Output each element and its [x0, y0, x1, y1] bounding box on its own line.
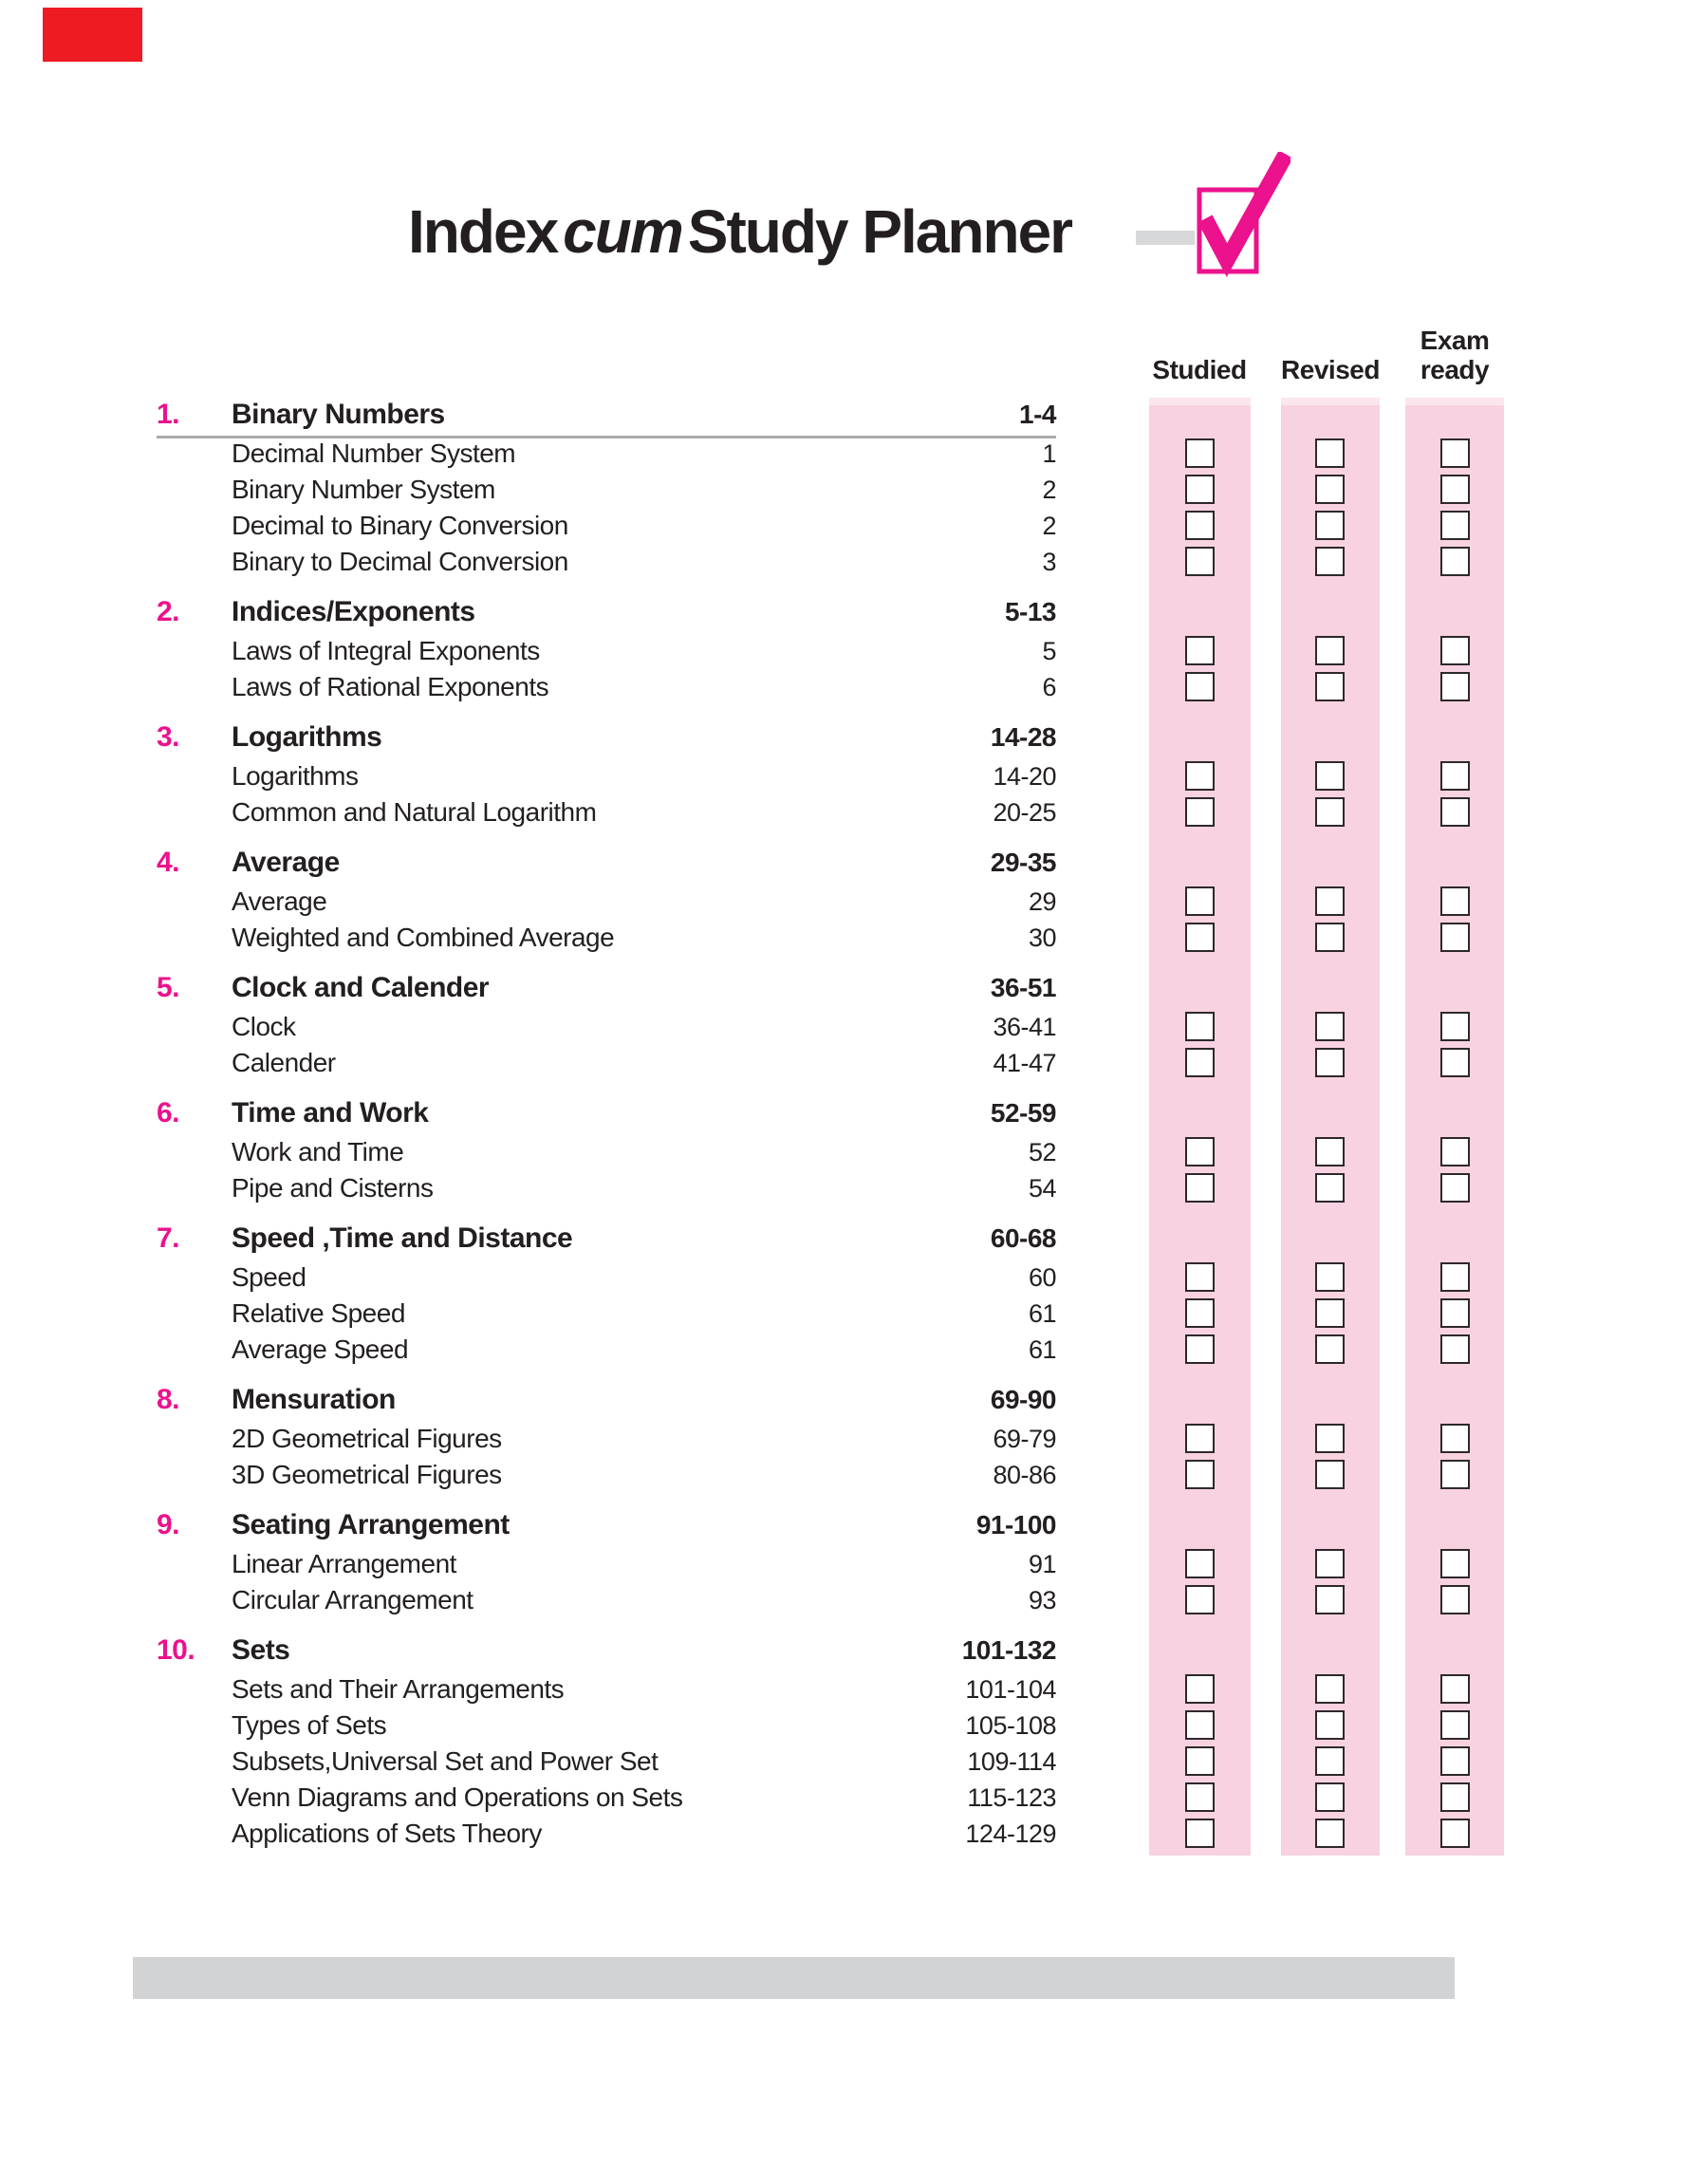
topic-page-range: 109-114	[967, 1746, 1056, 1776]
exam-ready-checkbox[interactable]	[1440, 1012, 1470, 1041]
topic-text	[157, 758, 1056, 794]
exam-ready-checkbox[interactable]	[1440, 1424, 1470, 1453]
topic-row	[157, 544, 1513, 580]
topic-row	[157, 1134, 1513, 1170]
topic-title: 2D Geometrical Figures	[232, 1424, 502, 1453]
revised-checkbox[interactable]	[1315, 672, 1345, 701]
revised-checkbox[interactable]	[1315, 797, 1345, 827]
topic-text	[157, 1582, 1056, 1618]
page-title	[408, 186, 1071, 277]
topic-title: Pipe and Cisterns	[232, 1173, 434, 1203]
studied-checkbox[interactable]	[1185, 1298, 1215, 1328]
topic-title: Laws of Rational Exponents	[232, 672, 549, 701]
checkmark-icon	[1186, 152, 1290, 277]
topic-row	[157, 1744, 1513, 1780]
exam-ready-checkbox[interactable]	[1440, 511, 1470, 540]
chapter-heading-text	[157, 967, 1056, 1009]
studied-checkbox[interactable]	[1185, 1710, 1215, 1740]
topic-row	[157, 669, 1513, 705]
topic-text	[157, 1045, 1056, 1081]
exam-ready-checkbox[interactable]	[1440, 797, 1470, 827]
topic-title: Work and Time	[232, 1137, 404, 1166]
chapter-page-range: 91-100	[975, 1510, 1056, 1539]
studied-checkbox[interactable]	[1185, 1137, 1215, 1166]
revised-checkbox[interactable]	[1315, 636, 1345, 665]
chapter-page-range: 5-13	[1004, 597, 1056, 626]
revised-checkbox[interactable]	[1315, 1585, 1345, 1614]
chapter-heading-text	[157, 717, 1056, 758]
topic-text	[157, 1421, 1056, 1457]
revised-checkbox[interactable]	[1315, 1460, 1345, 1489]
topic-page-range: 105-108	[965, 1710, 1056, 1740]
chapter-heading-text	[157, 1504, 1056, 1546]
chapter-page-range: 1-4	[1019, 400, 1056, 429]
exam-ready-checkbox[interactable]	[1440, 1549, 1470, 1578]
topic-page-range: 3	[1042, 547, 1056, 576]
topic-text	[157, 1671, 1056, 1707]
topic-row	[157, 472, 1513, 508]
topic-text	[157, 1744, 1056, 1780]
exam-ready-checkbox[interactable]	[1440, 547, 1470, 576]
topic-page-range: 61	[1028, 1298, 1056, 1328]
chapter-number: 7.	[157, 1222, 180, 1254]
topic-title: Types of Sets	[232, 1710, 387, 1740]
exam-ready-checkbox[interactable]	[1440, 438, 1470, 468]
column-header-studied: Studied	[1152, 355, 1247, 384]
topic-text	[157, 1816, 1056, 1852]
topic-row	[157, 920, 1513, 956]
topic-page-range: 41-47	[993, 1048, 1056, 1077]
topic-row	[157, 633, 1513, 669]
topic-title: Average Speed	[232, 1334, 409, 1364]
revised-checkbox[interactable]	[1315, 475, 1345, 504]
studied-checkbox[interactable]	[1185, 1048, 1215, 1077]
topic-title: Linear Arrangement	[232, 1549, 456, 1578]
topic-page-range: 115-123	[967, 1782, 1056, 1812]
chapter-number: 1.	[157, 399, 180, 430]
chapter-heading-row	[157, 1504, 1513, 1546]
studied-checkbox[interactable]	[1185, 438, 1215, 468]
topic-page-range: 20-25	[993, 797, 1056, 827]
chapter-number: 5.	[157, 972, 180, 1003]
index-list	[157, 394, 1513, 1852]
chapter-title: Logarithms	[232, 721, 382, 753]
topic-title: Calender	[232, 1048, 336, 1077]
topic-row	[157, 1582, 1513, 1618]
topic-text	[157, 633, 1056, 669]
topic-title: Decimal Number System	[232, 438, 516, 468]
topic-text	[157, 1457, 1056, 1493]
chapter-number: 6.	[157, 1097, 180, 1129]
revised-checkbox[interactable]	[1315, 923, 1345, 952]
topic-row	[157, 1421, 1513, 1457]
exam-ready-checkbox[interactable]	[1440, 636, 1470, 665]
topic-row	[157, 1780, 1513, 1816]
chapter-title: Binary Numbers	[232, 399, 445, 430]
chapter-number: 3.	[157, 721, 180, 753]
topic-row	[157, 758, 1513, 794]
studied-checkbox[interactable]	[1185, 1819, 1215, 1848]
topic-row	[157, 794, 1513, 830]
topic-row	[157, 1259, 1513, 1296]
studied-checkbox[interactable]	[1185, 1746, 1215, 1776]
revised-checkbox[interactable]	[1315, 1298, 1345, 1328]
topic-text	[157, 1009, 1056, 1045]
exam-ready-checkbox[interactable]	[1440, 1334, 1470, 1364]
topic-row	[157, 1671, 1513, 1707]
studied-checkbox[interactable]	[1185, 547, 1215, 576]
topic-row	[157, 1332, 1513, 1368]
chapter-heading-row	[157, 1630, 1513, 1671]
studied-checkbox[interactable]	[1185, 1173, 1215, 1203]
topic-title: Applications of Sets Theory	[232, 1819, 542, 1848]
topic-text	[157, 1296, 1056, 1332]
topic-title: Subsets,Universal Set and Power Set	[232, 1746, 659, 1776]
studied-checkbox[interactable]	[1185, 1460, 1215, 1489]
chapter-heading-row	[157, 842, 1513, 884]
chapter-heading-text	[157, 1218, 1056, 1259]
revised-checkbox[interactable]	[1315, 1137, 1345, 1166]
chapter-heading-row	[157, 717, 1513, 758]
chapter-title: Seating Arrangement	[232, 1509, 510, 1540]
revised-checkbox[interactable]	[1315, 1710, 1345, 1740]
topic-row	[157, 1707, 1513, 1744]
chapter-page-range: 14-28	[990, 722, 1056, 752]
exam-ready-checkbox[interactable]	[1440, 1298, 1470, 1328]
topic-page-range: 80-86	[993, 1460, 1056, 1489]
topic-title: Average	[232, 886, 327, 916]
chapter-title: Speed ,Time and Distance	[232, 1222, 573, 1254]
exam-ready-checkbox[interactable]	[1440, 1710, 1470, 1740]
revised-checkbox[interactable]	[1315, 1424, 1345, 1453]
topic-page-range: 14-20	[993, 761, 1056, 791]
studied-checkbox[interactable]	[1185, 1585, 1215, 1614]
topic-text	[157, 794, 1056, 830]
topic-title: Circular Arrangement	[232, 1585, 473, 1614]
topic-title: Logarithms	[232, 761, 359, 791]
title-part-cum: cum	[563, 197, 682, 266]
revised-checkbox[interactable]	[1315, 1012, 1345, 1041]
topic-text	[157, 669, 1056, 705]
topic-page-range: 30	[1028, 923, 1056, 952]
chapter-title: Mensuration	[232, 1384, 396, 1415]
topic-text	[157, 544, 1056, 580]
topic-text	[157, 1780, 1056, 1816]
exam-ready-checkbox[interactable]	[1440, 1137, 1470, 1166]
exam-ready-checkbox[interactable]	[1440, 1782, 1470, 1812]
topic-page-range: 61	[1028, 1334, 1056, 1364]
revised-checkbox[interactable]	[1315, 886, 1345, 916]
studied-checkbox[interactable]	[1185, 923, 1215, 952]
chapter-heading-row	[157, 1379, 1513, 1421]
topic-title: Sets and Their Arrangements	[232, 1674, 565, 1704]
chapter-number: 9.	[157, 1509, 180, 1540]
topic-page-range: 54	[1028, 1173, 1056, 1203]
revised-checkbox[interactable]	[1315, 438, 1345, 468]
revised-checkbox[interactable]	[1315, 1674, 1345, 1704]
topic-page-range: 93	[1028, 1585, 1056, 1614]
footer-bar	[133, 1957, 1455, 1999]
exam-ready-checkbox[interactable]	[1440, 1173, 1470, 1203]
topic-text	[157, 1134, 1056, 1170]
revised-checkbox[interactable]	[1315, 511, 1345, 540]
studied-checkbox[interactable]	[1185, 672, 1215, 701]
topic-text	[157, 472, 1056, 508]
topic-title: Weighted and Combined Average	[232, 923, 615, 952]
chapter-heading-row	[157, 967, 1513, 1009]
studied-checkbox[interactable]	[1185, 1262, 1215, 1292]
exam-ready-checkbox[interactable]	[1440, 475, 1470, 504]
topic-title: Speed	[232, 1262, 306, 1292]
column-header-exam-ready: Exam ready	[1420, 326, 1490, 384]
topic-title: Binary Number System	[232, 475, 495, 504]
topic-text	[157, 1259, 1056, 1296]
topic-page-range: 5	[1042, 636, 1056, 665]
topic-text	[157, 920, 1056, 956]
chapter-title: Time and Work	[232, 1097, 429, 1129]
topic-page-range: 52	[1028, 1137, 1056, 1166]
chapter-heading-text	[157, 591, 1056, 633]
studied-checkbox[interactable]	[1185, 636, 1215, 665]
topic-row	[157, 1816, 1513, 1852]
exam-ready-checkbox[interactable]	[1440, 672, 1470, 701]
topic-row	[157, 1170, 1513, 1206]
revised-checkbox[interactable]	[1315, 1782, 1345, 1812]
studied-checkbox[interactable]	[1185, 1549, 1215, 1578]
topic-row	[157, 884, 1513, 920]
topic-page-range: 6	[1042, 672, 1056, 701]
title-part-study-planner: Study Planner	[687, 197, 1072, 266]
studied-checkbox[interactable]	[1185, 1674, 1215, 1704]
studied-checkbox[interactable]	[1185, 475, 1215, 504]
chapter-page-range: 60-68	[990, 1223, 1056, 1253]
studied-checkbox[interactable]	[1185, 886, 1215, 916]
topic-page-range: 2	[1042, 511, 1056, 540]
revised-checkbox[interactable]	[1315, 1173, 1345, 1203]
column-header-revised: Revised	[1281, 355, 1380, 384]
topic-text	[157, 884, 1056, 920]
exam-ready-checkbox[interactable]	[1440, 1819, 1470, 1848]
topic-page-range: 69-79	[993, 1424, 1056, 1453]
chapter-title: Sets	[232, 1634, 290, 1666]
topic-page-range: 91	[1028, 1549, 1056, 1578]
topic-title: Relative Speed	[232, 1298, 405, 1328]
studied-checkbox[interactable]	[1185, 511, 1215, 540]
chapter-heading-text	[157, 1379, 1056, 1421]
topic-title: Binary to Decimal Conversion	[232, 547, 568, 576]
topic-text	[157, 1546, 1056, 1582]
topic-row	[157, 508, 1513, 544]
exam-ready-checkbox[interactable]	[1440, 1262, 1470, 1292]
chapter-number: 10.	[157, 1634, 195, 1666]
chapter-page-range: 69-90	[990, 1385, 1056, 1414]
topic-text	[157, 1707, 1056, 1744]
topic-text	[157, 436, 1056, 472]
chapter-number: 8.	[157, 1384, 180, 1415]
chapter-heading-row	[157, 591, 1513, 633]
topic-title: Venn Diagrams and Operations on Sets	[232, 1782, 683, 1812]
topic-title: Clock	[232, 1012, 296, 1041]
topic-page-range: 124-129	[965, 1819, 1056, 1848]
chapter-page-range: 52-59	[990, 1098, 1056, 1128]
studied-checkbox[interactable]	[1185, 1782, 1215, 1812]
chapter-page-range: 101-132	[961, 1635, 1056, 1665]
chapter-heading-text	[157, 394, 1056, 438]
topic-page-range: 60	[1028, 1262, 1056, 1292]
chapter-number: 4.	[157, 847, 180, 878]
exam-ready-checkbox[interactable]	[1440, 761, 1470, 791]
topic-row	[157, 1296, 1513, 1332]
revised-checkbox[interactable]	[1315, 1334, 1345, 1364]
chapter-title: Clock and Calender	[232, 972, 490, 1003]
topic-title: 3D Geometrical Figures	[232, 1460, 502, 1489]
title-block	[408, 186, 1071, 281]
corner-red-mark	[43, 8, 142, 62]
studied-checkbox[interactable]	[1185, 1012, 1215, 1041]
exam-ready-checkbox[interactable]	[1440, 1460, 1470, 1489]
topic-page-range: 2	[1042, 475, 1056, 504]
topic-title: Common and Natural Logarithm	[232, 797, 597, 827]
revised-checkbox[interactable]	[1315, 1819, 1345, 1848]
chapter-page-range: 29-35	[990, 848, 1056, 877]
topic-page-range: 101-104	[965, 1674, 1056, 1704]
revised-checkbox[interactable]	[1315, 547, 1345, 576]
chapter-heading-row	[157, 394, 1513, 436]
topic-row	[157, 1457, 1513, 1493]
chapter-heading-row	[157, 1218, 1513, 1259]
chapter-title: Average	[232, 847, 340, 878]
chapter-title: Indices/Exponents	[232, 596, 475, 627]
chapter-number: 2.	[157, 596, 180, 627]
title-part-index: Index	[408, 197, 558, 266]
exam-ready-checkbox[interactable]	[1440, 1585, 1470, 1614]
topic-page-range: 1	[1042, 438, 1056, 468]
topic-row	[157, 1009, 1513, 1045]
studied-checkbox[interactable]	[1185, 1424, 1215, 1453]
exam-ready-checkbox[interactable]	[1440, 1048, 1470, 1077]
topic-title: Decimal to Binary Conversion	[232, 511, 568, 540]
exam-ready-checkbox[interactable]	[1440, 1674, 1470, 1704]
studied-checkbox[interactable]	[1185, 1334, 1215, 1364]
topic-text	[157, 508, 1056, 544]
revised-checkbox[interactable]	[1315, 1262, 1345, 1292]
topic-page-range: 29	[1028, 886, 1056, 916]
exam-ready-checkbox[interactable]	[1440, 886, 1470, 916]
revised-checkbox[interactable]	[1315, 761, 1345, 791]
topic-row	[157, 436, 1513, 472]
topic-page-range: 36-41	[993, 1012, 1056, 1041]
chapter-heading-text	[157, 1092, 1056, 1134]
topic-row	[157, 1546, 1513, 1582]
chapter-heading-text	[157, 842, 1056, 884]
exam-ready-checkbox[interactable]	[1440, 1746, 1470, 1776]
chapter-heading-text	[157, 1630, 1056, 1671]
studied-checkbox[interactable]	[1185, 761, 1215, 791]
topic-row	[157, 1045, 1513, 1081]
topic-text	[157, 1170, 1056, 1206]
chapter-page-range: 36-51	[990, 973, 1056, 1002]
topic-title: Laws of Integral Exponents	[232, 636, 540, 665]
exam-ready-checkbox[interactable]	[1440, 923, 1470, 952]
chapter-heading-row	[157, 1092, 1513, 1134]
revised-checkbox[interactable]	[1315, 1746, 1345, 1776]
topic-text	[157, 1332, 1056, 1368]
revised-checkbox[interactable]	[1315, 1048, 1345, 1077]
revised-checkbox[interactable]	[1315, 1549, 1345, 1578]
studied-checkbox[interactable]	[1185, 797, 1215, 827]
